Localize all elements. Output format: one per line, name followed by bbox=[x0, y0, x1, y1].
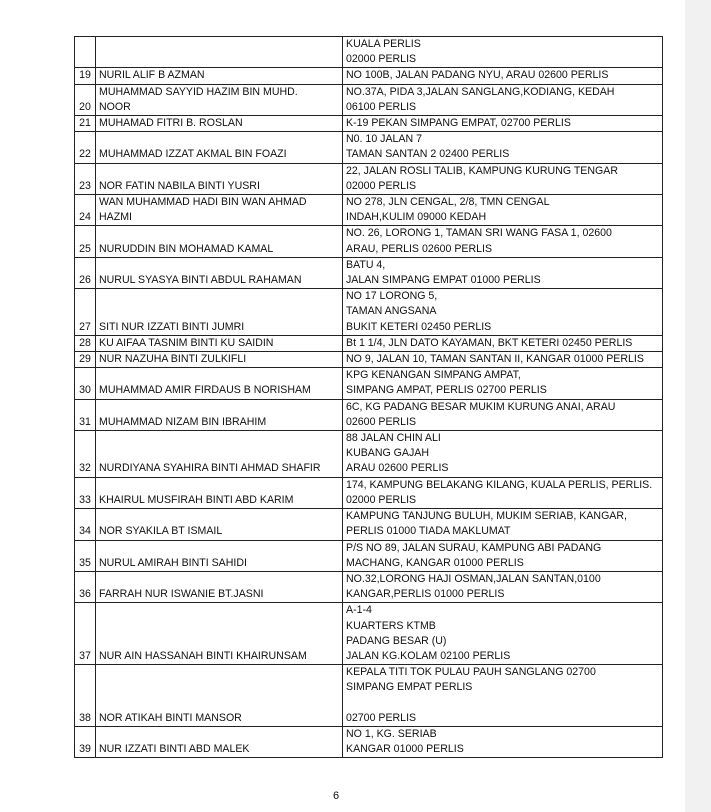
address-line: 22, JALAN ROSLI TALIB, KAMPUNG KURUNG TENGAR bbox=[346, 164, 618, 177]
address-line: 88 JALAN CHIN ALI bbox=[346, 432, 441, 445]
student-name-line: WAN MUHAMMAD HADI BIN WAN AHMAD bbox=[99, 196, 307, 209]
student-name-cell bbox=[96, 226, 343, 257]
student-name-cell bbox=[96, 163, 343, 194]
student-name-line: MUHAMAD FITRI B. ROSLAN bbox=[99, 117, 243, 130]
student-name-cell bbox=[96, 257, 343, 288]
address-line: KANGAR,PERLIS 01000 PERLIS bbox=[346, 588, 505, 601]
address-cell bbox=[343, 84, 663, 115]
student-name-cell bbox=[96, 540, 343, 571]
student-name-cell bbox=[96, 37, 343, 68]
table-row bbox=[75, 84, 663, 115]
student-name-line: NUR AIN HASSANAH BINTI KHAIRUNSAM bbox=[99, 649, 307, 662]
student-name-line: MUHAMMAD IZZAT AKMAL BIN FOAZI bbox=[99, 148, 287, 161]
address-cell bbox=[343, 540, 663, 571]
address-line: 174, KAMPUNG BELAKANG KILANG, KUALA PERLIS, PERLIS. bbox=[346, 478, 653, 491]
address-line: ARAU 02600 PERLIS bbox=[346, 462, 449, 475]
student-name-line: NUR IZZATI BINTI ABD MALEK bbox=[99, 743, 250, 756]
student-name-cell bbox=[96, 84, 343, 115]
table-row bbox=[75, 352, 663, 368]
student-name-line: FARRAH NUR ISWANIE BT.JASNI bbox=[99, 588, 264, 601]
row-number: 31 bbox=[75, 399, 96, 430]
row-number: 24 bbox=[75, 195, 96, 226]
table-row bbox=[75, 603, 663, 665]
address-line: KANGAR 01000 PERLIS bbox=[346, 743, 464, 756]
row-number: 33 bbox=[75, 477, 96, 508]
table-row bbox=[75, 257, 663, 288]
address-line: NO.32,LORONG HAJI OSMAN,JALAN SANTAN,0100 bbox=[346, 572, 601, 585]
address-line: MACHANG, KANGAR 01000 PERLIS bbox=[346, 556, 524, 569]
address-line: KUALA PERLIS bbox=[346, 38, 421, 50]
row-number: 39 bbox=[75, 726, 96, 757]
table-row bbox=[75, 726, 663, 757]
row-number: 20 bbox=[75, 84, 96, 115]
address-cell bbox=[343, 726, 663, 757]
table-row bbox=[75, 226, 663, 257]
student-name-cell bbox=[96, 665, 343, 727]
table-row bbox=[75, 195, 663, 226]
right-margin-bar bbox=[685, 0, 711, 812]
student-name-line: SITI NUR IZZATI BINTI JUMRI bbox=[99, 320, 245, 333]
address-line: NO. 26, LORONG 1, TAMAN SRI WANG FASA 1, 02600 bbox=[346, 227, 612, 240]
student-name-cell bbox=[96, 335, 343, 351]
address-cell bbox=[343, 195, 663, 226]
address-cell bbox=[343, 163, 663, 194]
address-line bbox=[346, 696, 659, 711]
table-row bbox=[75, 509, 663, 540]
address-cell bbox=[343, 335, 663, 351]
address-line: BATU 4, bbox=[346, 258, 386, 271]
student-name-cell bbox=[96, 726, 343, 757]
address-line: 6C, KG PADANG BESAR MUKIM KURUNG ANAI, ARAU bbox=[346, 400, 616, 413]
row-number: 38 bbox=[75, 665, 96, 727]
table-row bbox=[75, 163, 663, 194]
student-name-cell bbox=[96, 399, 343, 430]
address-line: NO 278, JLN CENGAL, 2/8, TMN CENGAL bbox=[346, 196, 550, 209]
address-cell bbox=[343, 431, 663, 478]
row-number bbox=[75, 37, 96, 68]
table-row bbox=[75, 68, 663, 84]
row-number: 27 bbox=[75, 289, 96, 336]
table-row bbox=[75, 368, 663, 399]
student-name-line: KHAIRUL MUSFIRAH BINTI ABD KARIM bbox=[99, 493, 294, 506]
student-name-cell bbox=[96, 571, 343, 602]
row-number: 30 bbox=[75, 368, 96, 399]
student-name-line: NUR NAZUHA BINTI ZULKIFLI bbox=[99, 353, 247, 366]
table-row bbox=[75, 431, 663, 478]
address-line: BUKIT KETERI 02450 PERLIS bbox=[346, 320, 492, 333]
student-name-line: NURDIYANA SYAHIRA BINTI AHMAD SHAFIR bbox=[99, 462, 321, 475]
address-line: TAMAN ANGSANA bbox=[346, 305, 437, 318]
address-cell bbox=[343, 603, 663, 665]
address-line: NO 17 LORONG 5, bbox=[346, 290, 438, 303]
address-line: 02000 PERLIS bbox=[346, 179, 417, 192]
row-number: 32 bbox=[75, 431, 96, 478]
table-row bbox=[75, 665, 663, 727]
address-line: A-1-4 bbox=[346, 604, 372, 617]
row-number: 36 bbox=[75, 571, 96, 602]
address-line: N0. 10 JALAN 7 bbox=[346, 133, 422, 146]
student-name-line: NURUDDIN BIN MOHAMAD KAMAL bbox=[99, 242, 274, 255]
address-cell bbox=[343, 477, 663, 508]
student-name-cell bbox=[96, 195, 343, 226]
student-name-line: MUHAMMAD SAYYID HAZIM BIN MUHD. bbox=[99, 85, 298, 98]
address-cell bbox=[343, 68, 663, 84]
address-cell bbox=[343, 368, 663, 399]
student-name-line: KU AIFAA TASNIM BINTI KU SAIDIN bbox=[99, 336, 274, 349]
address-line: NO 100B, JALAN PADANG NYU, ARAU 02600 PERLIS bbox=[346, 69, 609, 82]
address-cell bbox=[343, 509, 663, 540]
student-name-line: NOR ATIKAH BINTI MANSOR bbox=[99, 711, 242, 724]
table-row bbox=[75, 335, 663, 351]
address-cell bbox=[343, 116, 663, 132]
row-number: 26 bbox=[75, 257, 96, 288]
address-cell bbox=[343, 132, 663, 163]
student-name-cell bbox=[96, 289, 343, 336]
student-name-cell bbox=[96, 116, 343, 132]
table-body bbox=[75, 37, 663, 758]
row-number: 25 bbox=[75, 226, 96, 257]
row-number: 35 bbox=[75, 540, 96, 571]
student-name-line: NOR FATIN NABILA BINTI YUSRI bbox=[99, 179, 260, 192]
table-row bbox=[75, 477, 663, 508]
address-cell bbox=[343, 289, 663, 336]
table-row bbox=[75, 132, 663, 163]
address-line: JALAN SIMPANG EMPAT 01000 PERLIS bbox=[346, 274, 541, 287]
row-number: 34 bbox=[75, 509, 96, 540]
table-row bbox=[75, 116, 663, 132]
row-number: 19 bbox=[75, 68, 96, 84]
address-line: SIMPANG EMPAT PERLIS bbox=[346, 681, 473, 694]
address-cell bbox=[343, 571, 663, 602]
student-address-table bbox=[74, 36, 663, 758]
address-cell bbox=[343, 352, 663, 368]
address-cell bbox=[343, 37, 663, 68]
address-line: KUARTERS KTMB bbox=[346, 619, 436, 632]
student-name-line: MUHAMMAD NIZAM BIN IBRAHIM bbox=[99, 415, 267, 428]
student-name-cell bbox=[96, 509, 343, 540]
student-name-cell bbox=[96, 603, 343, 665]
student-name-cell bbox=[96, 368, 343, 399]
student-name-cell bbox=[96, 477, 343, 508]
student-name-line: HAZMI bbox=[99, 211, 132, 224]
student-name-cell bbox=[96, 132, 343, 163]
row-number: 28 bbox=[75, 335, 96, 351]
row-number: 29 bbox=[75, 352, 96, 368]
address-line: NO 9, JALAN 10, TAMAN SANTAN II, KANGAR 01000 PERLIS bbox=[346, 353, 644, 366]
student-name-cell bbox=[96, 431, 343, 478]
address-cell bbox=[343, 226, 663, 257]
student-name-line: NOOR bbox=[99, 100, 131, 113]
address-line: KEPALA TITI TOK PULAU PAUH SANGLANG 02700 bbox=[346, 666, 596, 679]
address-line: 02000 PERLIS bbox=[346, 493, 417, 506]
row-number: 21 bbox=[75, 116, 96, 132]
address-line: 02000 PERLIS bbox=[346, 53, 417, 66]
address-line: K-19 PEKAN SIMPANG EMPAT, 02700 PERLIS bbox=[346, 117, 571, 130]
table-row bbox=[75, 37, 663, 68]
address-line: 02700 PERLIS bbox=[346, 711, 417, 724]
address-line: KPG KENANGAN SIMPANG AMPAT, bbox=[346, 369, 521, 382]
page-number: 6 bbox=[332, 790, 340, 802]
row-number: 22 bbox=[75, 132, 96, 163]
address-line: KUBANG GAJAH bbox=[346, 447, 430, 460]
address-line: NO 1, KG. SERIAB bbox=[346, 727, 437, 740]
table-row bbox=[75, 540, 663, 571]
student-name-line: NURUL AMIRAH BINTI SAHIDI bbox=[99, 556, 247, 569]
student-name-line: NURIL ALIF B AZMAN bbox=[99, 69, 205, 82]
table-row bbox=[75, 399, 663, 430]
student-name-cell bbox=[96, 68, 343, 84]
address-line: NO.37A, PIDA 3,JALAN SANGLANG,KODIANG, KEDAH bbox=[346, 85, 615, 98]
address-line: 06100 PERLIS bbox=[346, 100, 417, 113]
address-line: PADANG BESAR (U) bbox=[346, 634, 447, 647]
student-name-cell bbox=[96, 352, 343, 368]
table-row bbox=[75, 571, 663, 602]
table-row bbox=[75, 289, 663, 336]
address-line: P/S NO 89, JALAN SURAU, KAMPUNG ABI PADANG bbox=[346, 541, 602, 554]
address-cell bbox=[343, 257, 663, 288]
address-line: KAMPUNG TANJUNG BULUH, MUKIM SERIAB, KANGAR, bbox=[346, 510, 627, 523]
student-name-line: MUHAMMAD AMIR FIRDAUS B NORISHAM bbox=[99, 384, 311, 397]
student-name-line: NOR SYAKILA BT ISMAIL bbox=[99, 525, 223, 538]
address-cell bbox=[343, 665, 663, 727]
address-line: JALAN KG.KOLAM 02100 PERLIS bbox=[346, 649, 511, 662]
row-number: 37 bbox=[75, 603, 96, 665]
address-line: 02600 PERLIS bbox=[346, 415, 417, 428]
address-line: TAMAN SANTAN 2 02400 PERLIS bbox=[346, 148, 510, 161]
address-line: SIMPANG AMPAT, PERLIS 02700 PERLIS bbox=[346, 384, 547, 397]
student-name-line: NURUL SYASYA BINTI ABDUL RAHAMAN bbox=[99, 274, 302, 287]
address-line: ARAU, PERLIS 02600 PERLIS bbox=[346, 242, 493, 255]
address-cell bbox=[343, 399, 663, 430]
address-line: INDAH,KULIM 09000 KEDAH bbox=[346, 211, 487, 224]
row-number: 23 bbox=[75, 163, 96, 194]
address-line: Bt 1 1/4, JLN DATO KAYAMAN, BKT KETERI 02450 PERLIS bbox=[346, 336, 633, 349]
address-line: PERLIS 01000 TIADA MAKLUMAT bbox=[346, 525, 511, 538]
